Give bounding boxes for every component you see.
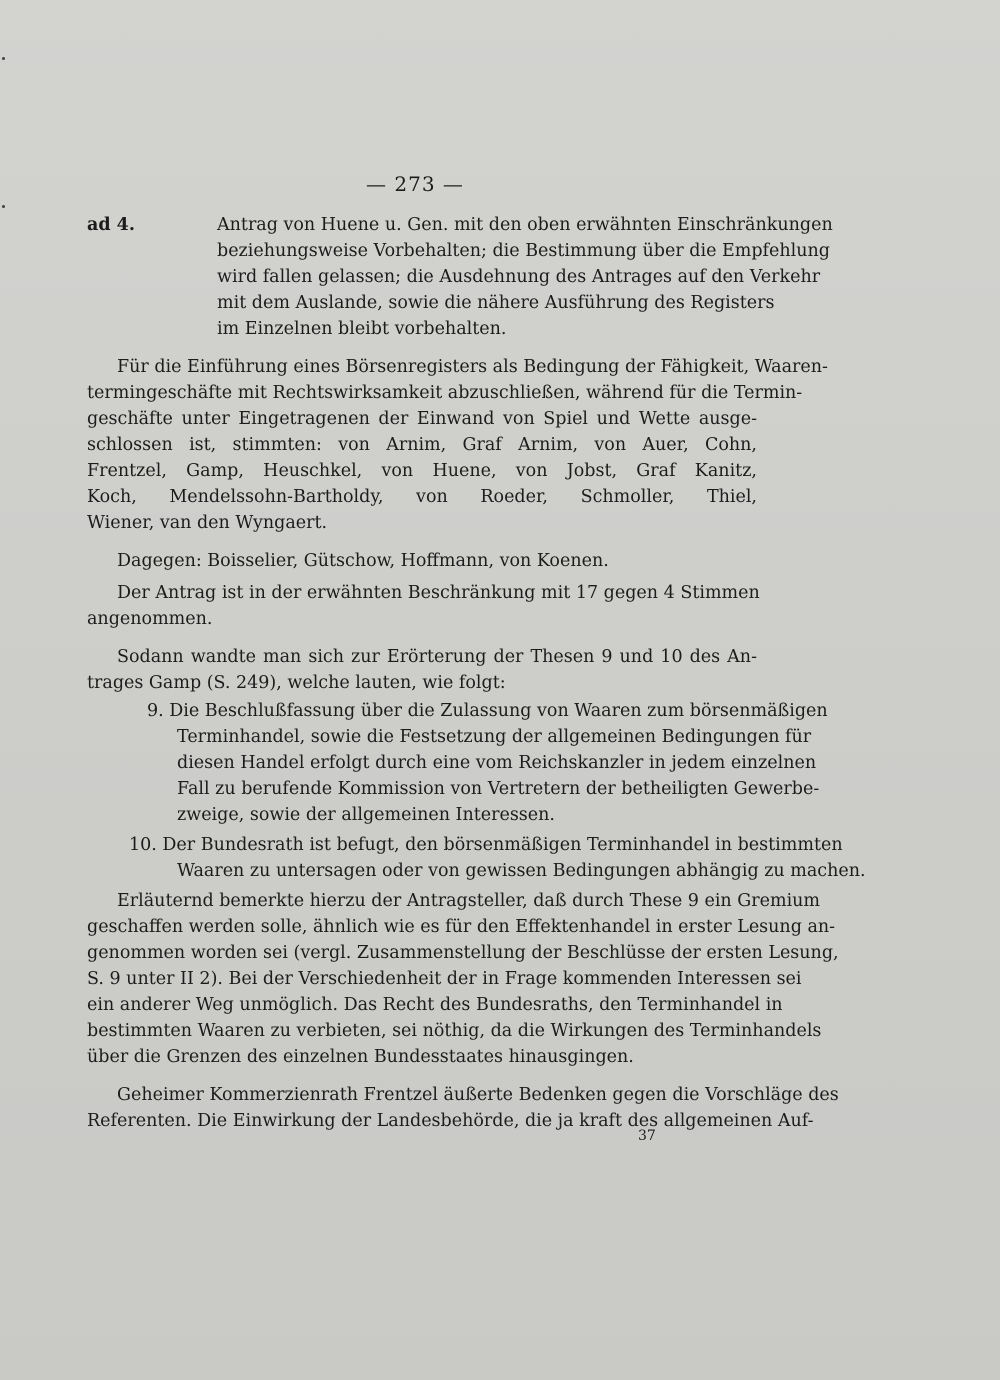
- text-line: Waaren zu untersagen oder von gewissen Bedingungen abhängig zu machen.: [177, 861, 866, 881]
- text-line: Antrag von Huene u. Gen. mit den oben erwähnten Einschränkungen: [217, 215, 833, 235]
- page-number: — 273 —: [366, 172, 464, 196]
- text-line: genommen worden sei (vergl. Zusammenstellung der Beschlüsse der ersten Lesung,: [87, 943, 839, 963]
- signature-mark: 37: [638, 1128, 656, 1144]
- text-line: Geheimer Kommerzienrath Frentzel äußerte Bedenken gegen die Vorschläge des: [117, 1085, 839, 1105]
- text-line: 9. Die Beschlußfassung über die Zulassung von Waaren zum börsenmäßigen: [147, 701, 828, 721]
- text-line: schlossen ist, stimmten: von Arnim, Graf Arnim, von Auer, Cohn,: [87, 435, 757, 455]
- text-line: bestimmten Waaren zu verbieten, sei nöthig, da die Wirkungen des Terminhandels: [87, 1021, 822, 1041]
- scan-speck: [2, 205, 5, 208]
- text-line: Der Antrag ist in der erwähnten Beschränkung mit 17 gegen 4 Stimmen: [117, 583, 760, 603]
- text-line: trages Gamp (S. 249), welche lauten, wie folgt:: [87, 673, 506, 693]
- ad-label: ad 4.: [87, 215, 135, 235]
- text-line: Sodann wandte man sich zur Erörterung der Thesen 9 und 10 des An-: [117, 647, 757, 667]
- text-line: wird fallen gelassen; die Ausdehnung des Antrages auf den Verkehr: [217, 267, 821, 287]
- text-line: diesen Handel erfolgt durch eine vom Reichskanzler in jedem einzelnen: [177, 753, 817, 773]
- text-line: Erläuternd bemerkte hierzu der Antragsteller, daß durch These 9 ein Gremium: [117, 891, 821, 911]
- text-line: Frentzel, Gamp, Heuschkel, von Huene, von Jobst, Graf Kanitz,: [87, 461, 757, 481]
- text-line: Für die Einführung eines Börsenregisters als Bedingung der Fähigkeit, Waaren-: [117, 357, 828, 377]
- text-line: Dagegen: Boisselier, Gütschow, Hoffmann, von Koenen.: [117, 551, 609, 571]
- text-line: über die Grenzen des einzelnen Bundesstaates hinausgingen.: [87, 1047, 634, 1067]
- text-line: S. 9 unter II 2). Bei der Verschiedenheit der in Frage kommenden Interessen sei: [87, 969, 802, 989]
- text-line: Wiener, van den Wyngaert.: [87, 513, 328, 533]
- text-line: geschäfte unter Eingetragenen der Einwand von Spiel und Wette ausge-: [87, 409, 757, 429]
- text-line: im Einzelnen bleibt vorbehalten.: [217, 319, 507, 339]
- text-line: zweige, sowie der allgemeinen Interessen.: [177, 805, 555, 825]
- text-line: geschaffen werden solle, ähnlich wie es für den Effektenhandel in erster Lesung an-: [87, 917, 836, 937]
- text-line: ein anderer Weg unmöglich. Das Recht des Bundesraths, den Terminhandel in: [87, 995, 783, 1015]
- text-line: beziehungsweise Vorbehalten; die Bestimmung über die Empfehlung: [217, 241, 831, 261]
- text-line: mit dem Auslande, sowie die nähere Ausführung des Registers: [217, 293, 775, 313]
- text-line: Koch, Mendelssohn-Bartholdy, von Roeder, Schmoller, Thiel,: [87, 487, 757, 507]
- text-line: termingeschäfte mit Rechtswirksamkeit abzuschließen, während für die Termin-: [87, 383, 803, 403]
- scan-speck: [2, 57, 5, 60]
- text-line: Fall zu berufende Kommission von Vertretern der betheiligten Gewerbe-: [177, 779, 820, 799]
- text-line: Referenten. Die Einwirkung der Landesbehörde, die ja kraft des allgemeinen Auf-: [87, 1111, 814, 1131]
- text-line: Terminhandel, sowie die Festsetzung der allgemeinen Bedingungen für: [177, 727, 812, 747]
- text-line: 10. Der Bundesrath ist befugt, den börsenmäßigen Terminhandel in bestimmten: [129, 835, 843, 855]
- text-line: angenommen.: [87, 609, 213, 629]
